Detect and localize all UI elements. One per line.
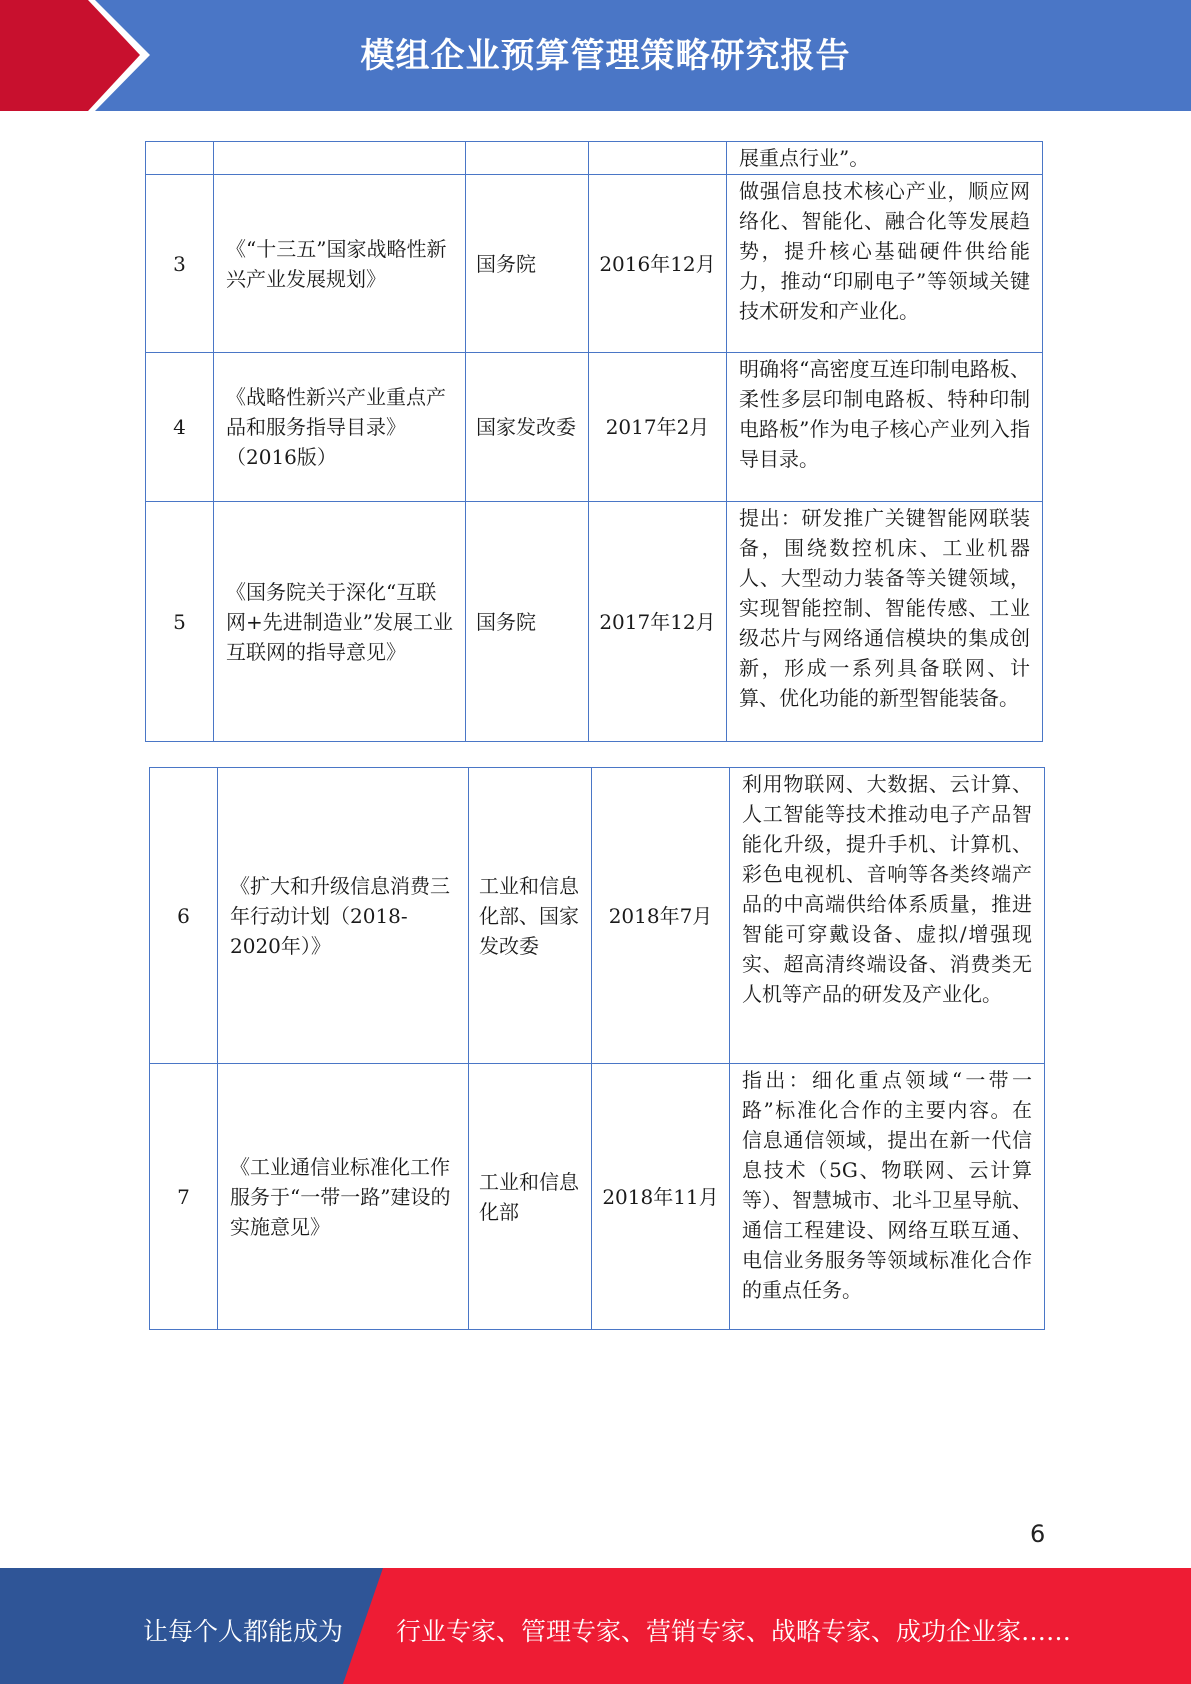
table-row (146, 353, 1043, 502)
cell-dept: 工业和信息化部、国家发改委 (469, 768, 592, 1064)
cell-date (589, 142, 727, 175)
policy-table-part1 (145, 141, 1043, 742)
page-footer (0, 1568, 1191, 1684)
cell-date: 2018年7月 (592, 768, 730, 1064)
cell-date: 2018年11月 (592, 1064, 730, 1330)
cell-desc: 利用物联网、大数据、云计算、人工智能等技术推动电子产品智能化升级，提升手机、计算机、彩色电视机、音响等各类终端产品的中高端供给体系质量，推进智能可穿戴设备、虚拟/增强现实、超高清终端设备、消费类无人机等产品的研发及产业化。 (730, 768, 1045, 1064)
cell-name (214, 142, 466, 175)
table-row-continued (146, 142, 1043, 175)
cell-name: 《国务院关于深化“互联网+先进制造业”发展工业互联网的指导意见》 (214, 502, 466, 742)
cell-desc: 明确将“高密度互连印制电路板、柔性多层印制电路板、特种印制电路板”作为电子核心产业列入指导目录。 (727, 353, 1043, 502)
cell-date: 2017年2月 (589, 353, 727, 502)
cell-name: 《工业通信业标准化工作服务于“一带一路”建设的实施意见》 (218, 1064, 469, 1330)
cell-desc: 指出：细化重点领域“一带一路”标准化合作的主要内容。在信息通信领域，提出在新一代信息技术（5G、物联网、云计算等）、智慧城市、北斗卫星导航、通信工程建设、网络互联互通、电信业务服务等领域标准化合作的重点任务。 (730, 1064, 1045, 1330)
cell-num (146, 142, 214, 175)
cell-num: 4 (146, 353, 214, 502)
page-header (0, 0, 1191, 111)
table-row (150, 768, 1045, 1064)
cell-num: 3 (146, 175, 214, 353)
cell-date: 2016年12月 (589, 175, 727, 353)
cell-num: 5 (146, 502, 214, 742)
cell-dept: 国务院 (466, 502, 589, 742)
footer-slogan-left: 让每个人都能成为 (143, 1617, 344, 1646)
cell-name: 《战略性新兴产业重点产品和服务指导目录》（2016版） (214, 353, 466, 502)
cell-dept: 国家发改委 (466, 353, 589, 502)
cell-desc: 提出：研发推广关键智能网联装备，围绕数控机床、工业机器人、大型动力装备等关键领域，实现智能控制、智能传感、工业级芯片与网络通信模块的集成创新，形成一系列具备联网、计算、优化功能的新型智能装备。 (727, 502, 1043, 742)
cell-num: 7 (150, 1064, 218, 1330)
cell-date: 2017年12月 (589, 502, 727, 742)
table-row (146, 175, 1043, 353)
table-row (146, 502, 1043, 742)
cell-num: 6 (150, 768, 218, 1064)
table-row (150, 1064, 1045, 1330)
cell-dept: 国务院 (466, 175, 589, 353)
footer-slogan-right: 行业专家、管理专家、营销专家、战略专家、成功企业家…… (396, 1617, 1072, 1646)
policy-table-part2 (149, 767, 1045, 1330)
report-title: 模组企业预算管理策略研究报告 (360, 36, 851, 76)
cell-desc: 展重点行业”。 (727, 142, 1043, 175)
page-number: 6 (1030, 1520, 1046, 1548)
cell-name: 《扩大和升级信息消费三年行动计划（2018-2020年）》 (218, 768, 469, 1064)
cell-dept (466, 142, 589, 175)
cell-name: 《“十三五”国家战略性新兴产业发展规划》 (214, 175, 466, 353)
cell-desc: 做强信息技术核心产业，顺应网络化、智能化、融合化等发展趋势，提升核心基础硬件供给能力，推动“印刷电子”等领域关键技术研发和产业化。 (727, 175, 1043, 353)
cell-dept: 工业和信息化部 (469, 1064, 592, 1330)
